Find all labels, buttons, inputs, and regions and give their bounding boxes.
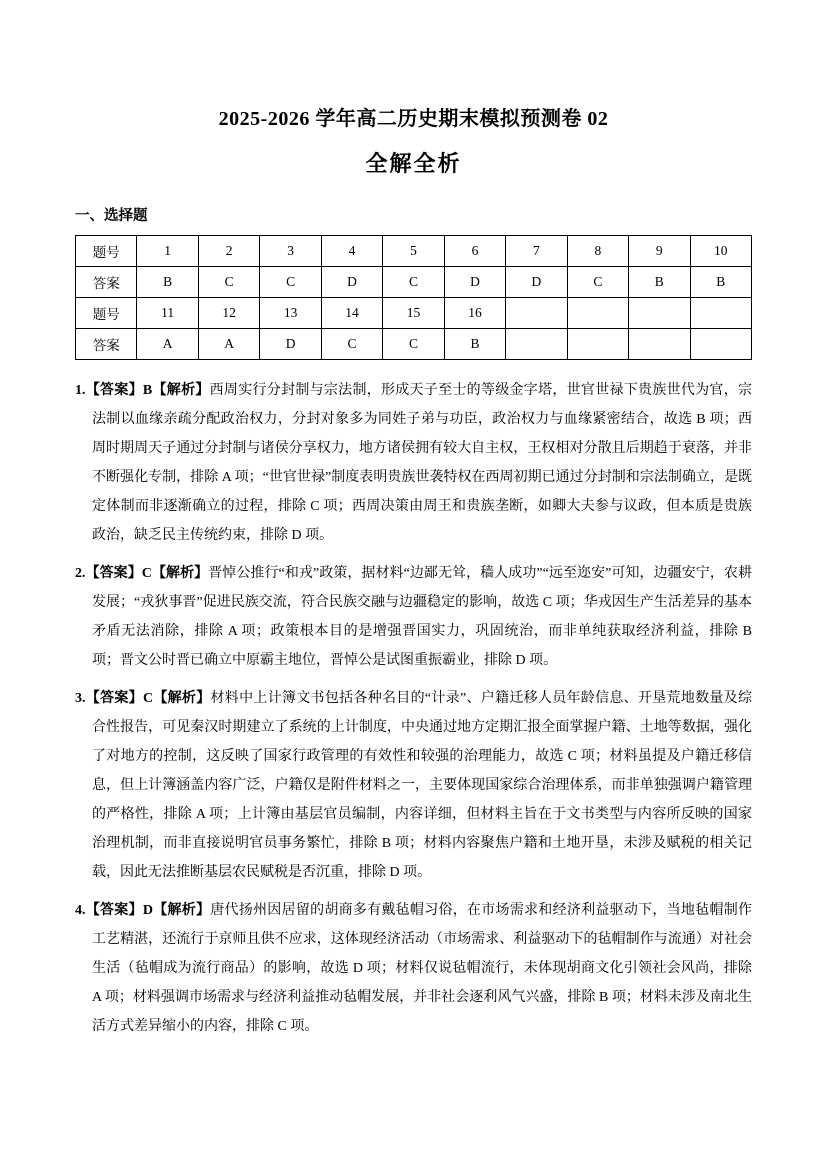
question-number-cell: 1 bbox=[137, 236, 198, 267]
question-number-cell: 6 bbox=[444, 236, 505, 267]
answer-cell: D bbox=[260, 329, 321, 360]
question-number-cell: 8 bbox=[567, 236, 628, 267]
answer-cell: C bbox=[383, 329, 444, 360]
answer-cell: B bbox=[629, 267, 690, 298]
answer-table-row-answers-1 bbox=[76, 267, 752, 298]
question-number-cell: 13 bbox=[260, 298, 321, 329]
question-number-cell: 12 bbox=[198, 298, 259, 329]
question-number-cell bbox=[567, 298, 628, 329]
row-label: 答案 bbox=[76, 329, 137, 360]
answer-cell bbox=[506, 329, 567, 360]
explanation-body-1: 西周实行分封制与宗法制，形成天子至士的等级金字塔，世官世禄下贵族世代为官，宗法制以血缘亲疏分配政治权力，分封对象多为同姓子弟与功臣，政治权力与血缘紧密结合，故选 B 项；西周时期周天子通过分封制与诸侯分享权力，地方诸侯拥有较大自主权，王权相对分散且后期趋于衰落，并非不断强化专制，排除 A 项；“世官世禄”制度表明贵族世袭特权在西周初期已通过分封制和宗法制确立，是既定体制而非逐渐确立的过程，排除 C 项；西周决策由周王和贵族垄断，如卿大夫参与议政，但本质是贵族政治，缺乏民主传统约束，排除 D 项。 bbox=[92, 383, 752, 543]
answer-cell: D bbox=[321, 267, 382, 298]
answer-prefix-3: 3.【答案】C【解析】 bbox=[75, 691, 211, 706]
answer-cell: B bbox=[690, 267, 751, 298]
explanation-paragraph-1 bbox=[75, 376, 752, 550]
answer-cell: B bbox=[137, 267, 198, 298]
answer-table-row-question-numbers-2 bbox=[76, 298, 752, 329]
answer-prefix-4: 4.【答案】D【解析】 bbox=[75, 903, 211, 918]
row-label: 答案 bbox=[76, 267, 137, 298]
explanation-body-4: 唐代扬州因居留的胡商多有戴毡帽习俗，在市场需求和经济利益驱动下，当地毡帽制作工艺精湛，还流行于京师且供不应求，这体现经济活动（市场需求、利益驱动下的毡帽制作与流通）对社会生活（毡帽成为流行商品）的影响，故选 D 项；材料仅说毡帽流行，未体现胡商文化引领社会风尚，排除 A 项；材料强调市场需求与经济利益推动毡帽发展，并非社会逐利风气兴盛，排除 B 项；材料未涉及南北生活方式差异缩小的内容，排除 C 项。 bbox=[92, 903, 752, 1034]
explanation-body-2: 晋悼公推行“和戎”政策，据材料“边鄙无耸，穑人成功”“远至迩安”可知，边疆安宁，农耕发展；“戎狄事晋”促进民族交流，符合民族交融与边疆稳定的影响，故选 C 项；华戎因生产生活差异的基本矛盾无法消除，排除 A 项；政策根本目的是增强晋国实力，巩固统治，而非单纯获取经济利益，排除 B 项；晋文公时晋已确立中原霸主地位，晋悼公是试图重振霸业，排除 D 项。 bbox=[92, 566, 752, 668]
answer-cell: C bbox=[198, 267, 259, 298]
question-number-cell: 4 bbox=[321, 236, 382, 267]
document-title: 2025-2026 学年高二历史期末模拟预测卷 02 bbox=[218, 108, 609, 130]
question-number-cell: 9 bbox=[629, 236, 690, 267]
question-number-cell: 14 bbox=[321, 298, 382, 329]
question-number-cell bbox=[629, 298, 690, 329]
answer-cell bbox=[567, 329, 628, 360]
question-number-cell: 2 bbox=[198, 236, 259, 267]
answer-cell: A bbox=[137, 329, 198, 360]
answer-cell bbox=[690, 329, 751, 360]
question-number-cell: 7 bbox=[506, 236, 567, 267]
explanation-paragraph-4 bbox=[75, 896, 752, 1041]
question-number-cell: 3 bbox=[260, 236, 321, 267]
answer-table-row-answers-2 bbox=[76, 329, 752, 360]
question-number-cell: 15 bbox=[383, 298, 444, 329]
answer-cell bbox=[629, 329, 690, 360]
answer-cell: B bbox=[444, 329, 505, 360]
answer-cell: A bbox=[198, 329, 259, 360]
section-heading-multiple-choice: 一、选择题 bbox=[75, 208, 148, 224]
question-number-cell: 5 bbox=[383, 236, 444, 267]
question-number-cell bbox=[506, 298, 567, 329]
question-number-cell: 16 bbox=[444, 298, 505, 329]
question-number-cell: 10 bbox=[690, 236, 751, 267]
answer-cell: C bbox=[260, 267, 321, 298]
question-number-cell bbox=[690, 298, 751, 329]
explanation-body-3: 材料中上计簿文书包括各种名目的“计录”、户籍迁移人员年龄信息、开垦荒地数量及综合性报告，可见秦汉时期建立了系统的上计制度，中央通过地方定期汇报全面掌握户籍、土地等数据，强化了对地方的控制，这反映了国家行政管理的有效性和较强的治理能力，故选 C 项；材料虽提及户籍迁移信息，但上计簿涵盖内容广泛，户籍仅是附件材料之一，主要体现国家综合治理体系，而非单独强调户籍管理的严格性，排除 A 项；上计簿由基层官员编制，内容详细，但材料主旨在于文书类型与内容所反映的国家治理机制，而非直接说明官员事务繁忙，排除 B 项；材料内容聚焦户籍和土地开垦，未涉及赋税的相关记载，因此无法推断基层农民赋税是否沉重，排除 D 项。 bbox=[92, 691, 752, 880]
answer-cell: C bbox=[567, 267, 628, 298]
answer-cell: C bbox=[321, 329, 382, 360]
explanation-paragraph-2 bbox=[75, 559, 752, 675]
answer-prefix-2: 2.【答案】C【解析】 bbox=[75, 566, 209, 581]
answer-cell: D bbox=[444, 267, 505, 298]
answer-prefix-1: 1.【答案】B【解析】 bbox=[75, 383, 210, 398]
answer-table-row-question-numbers-1 bbox=[76, 236, 752, 267]
answer-table bbox=[75, 235, 752, 360]
row-label: 题号 bbox=[76, 298, 137, 329]
row-label: 题号 bbox=[76, 236, 137, 267]
answer-cell: C bbox=[383, 267, 444, 298]
explanations-section bbox=[75, 376, 752, 1041]
document-subtitle: 全解全析 bbox=[365, 151, 462, 176]
answer-cell: D bbox=[506, 267, 567, 298]
question-number-cell: 11 bbox=[137, 298, 198, 329]
explanation-paragraph-3 bbox=[75, 684, 752, 887]
